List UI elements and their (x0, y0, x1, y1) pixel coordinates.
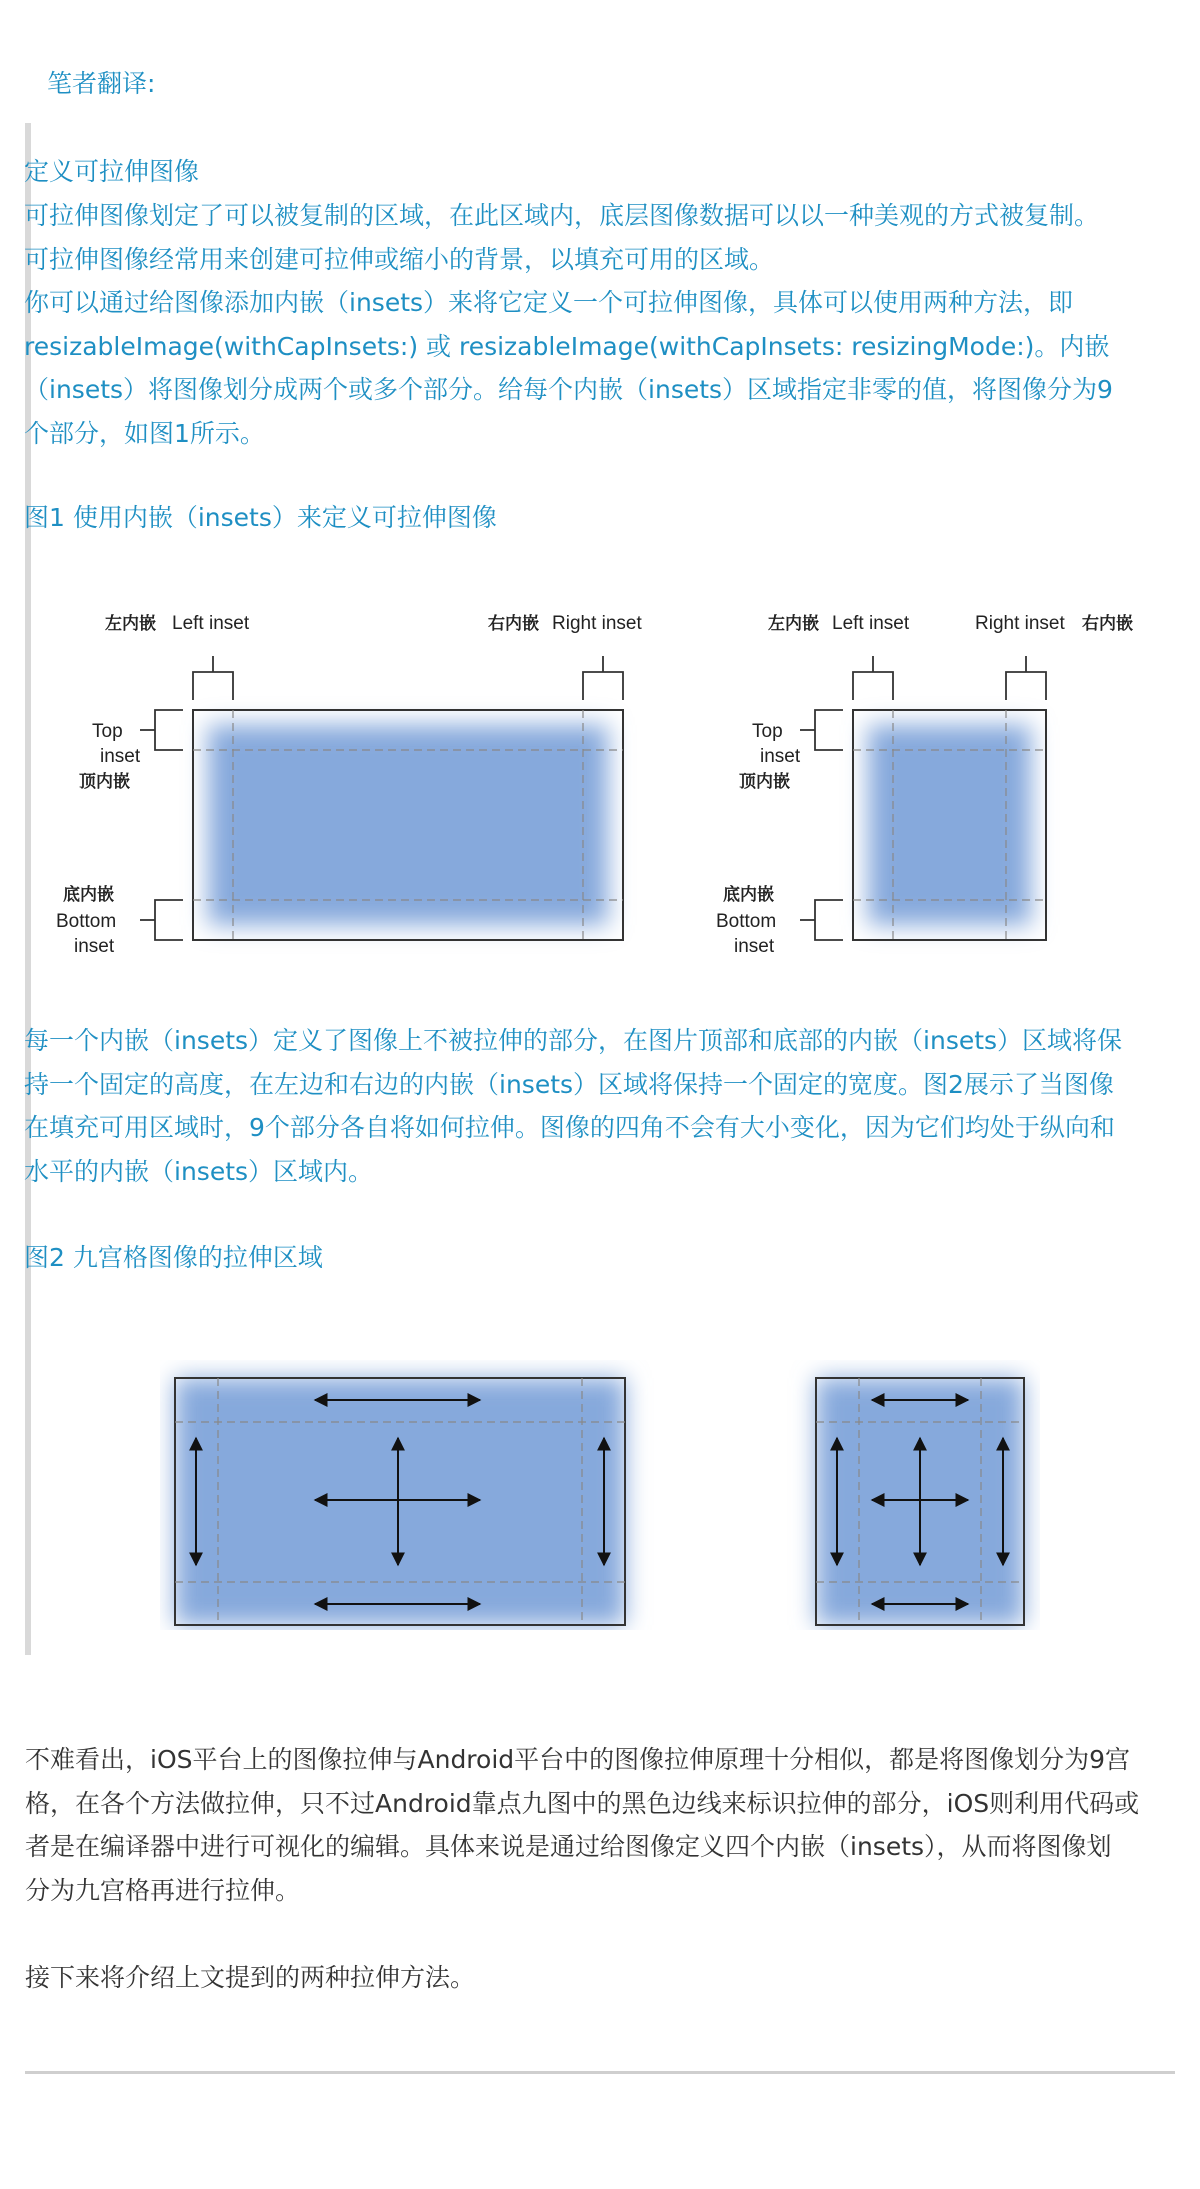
quote-heading (24, 150, 1174, 194)
text-line: 每一个内嵌（insets）定义了图像上不被拉伸的部分，在图片顶部和底部的内嵌（insets）区域将保 (24, 1026, 1123, 1055)
narrow-top-inset-label-1: Top (752, 721, 783, 742)
quote-paragraph-1 (24, 194, 1174, 455)
left-inset-en-label: Left inset (172, 613, 250, 634)
narrow-top-inset-cn-label: 顶内嵌 (739, 772, 790, 792)
top-inset-label-2: inset (100, 746, 141, 767)
narrow-right-inset-en-label: Right inset (975, 613, 1065, 634)
stretch-narrow-image (816, 1378, 1024, 1625)
quote-paragraph-3 (24, 1019, 1174, 1193)
top-inset-label-1: Top (92, 721, 123, 742)
right-inset-en-label: Right inset (552, 613, 642, 634)
narrow-left-inset-en-label: Left inset (832, 613, 910, 634)
narrow-top-inset-label-2: inset (760, 746, 801, 767)
bottom-inset-cn-label: 底内嵌 (63, 885, 114, 905)
text-line: 者是在编译器中进行可视化的编辑。具体来说是通过给图像定义四个内嵌（insets），从而将图像划 (25, 1832, 1112, 1861)
narrow-bottom-inset-label-1: Bottom (716, 911, 777, 932)
text-line: 在填充可用区域时，9个部分各自将如何拉伸。图像的四角不会有大小变化，因为它们均处于纵向和 (24, 1113, 1115, 1142)
text-line: 可拉伸图像划定了可以被复制的区域，在此区域内，底层图像数据可以以一种美观的方式被复制。 (24, 201, 1100, 230)
narrow-left-inset-cn-label: 左内嵌 (768, 614, 819, 634)
narrow-bottom-inset-cn-label: 底内嵌 (723, 885, 774, 905)
figure-2 (160, 1360, 1040, 1630)
text-line: resizableImage(withCapInsets:) 或 resizableImage(withCapInsets: resizingMode:)。内嵌 (24, 331, 1110, 361)
top-inset-cn-label: 顶内嵌 (79, 772, 130, 792)
wide-image (140, 656, 623, 940)
caption-text: 图1 使用内嵌（insets）来定义可拉伸图像 (24, 503, 497, 532)
translator-label: 笔者翻译: (47, 69, 156, 98)
text-line: 可拉伸图像经常用来创建可拉伸或缩小的背景，以填充可用的区域。 (24, 244, 775, 274)
body-paragraph-1 (25, 1738, 1175, 1912)
figure-2-diagram (160, 1360, 1040, 1630)
text-line: 接下来将介绍上文提到的两种拉伸方法。 (25, 1963, 476, 1992)
bottom-inset-label-2: inset (74, 936, 115, 957)
figure-2-caption (24, 1236, 1174, 1280)
figure-1 (50, 600, 1170, 980)
horizontal-divider (25, 2071, 1175, 2074)
text-line: （insets）将图像划分成两个或多个部分。给每个内嵌（insets）区域指定非零的值，将图像分为9 (24, 375, 1113, 404)
caption-text: 图2 九宫格图像的拉伸区域 (24, 1243, 323, 1272)
figure-1-caption (24, 496, 1174, 540)
text-line: 格，在各个方法做拉伸，只不过Android靠点九图中的黑色边线来标识拉伸的部分，iOS则利用代码或 (25, 1788, 1140, 1818)
narrow-image (800, 656, 1046, 940)
body-paragraph-2 (25, 1956, 1175, 2000)
narrow-bottom-inset-label-2: inset (734, 936, 775, 957)
text-line: 个部分，如图1所示。 (24, 418, 265, 448)
text-line: 你可以通过给图像添加内嵌（insets）来将它定义一个可拉伸图像，具体可以使用两种方法，即 (24, 288, 1074, 317)
text-line: 水平的内嵌（insets）区域内。 (24, 1156, 374, 1186)
text-line: 持一个固定的高度，在左边和右边的内嵌（insets）区域将保持一个固定的宽度。图2展示了当图像 (24, 1069, 1114, 1099)
quote-heading-text: 定义可拉伸图像 (24, 157, 200, 186)
bottom-inset-label-1: Bottom (56, 911, 117, 932)
right-inset-cn-label: 右内嵌 (488, 614, 539, 634)
stretch-wide-image (175, 1378, 625, 1625)
figure-1-diagram (50, 600, 1170, 980)
narrow-right-inset-cn-label: 右内嵌 (1082, 614, 1133, 634)
left-inset-cn-label: 左内嵌 (105, 614, 156, 634)
text-line: 不难看出，iOS平台上的图像拉伸与Android平台中的图像拉伸原理十分相似，都是将图像划分为9宫 (25, 1745, 1131, 1774)
text-line: 分为九宫格再进行拉伸。 (25, 1875, 301, 1905)
